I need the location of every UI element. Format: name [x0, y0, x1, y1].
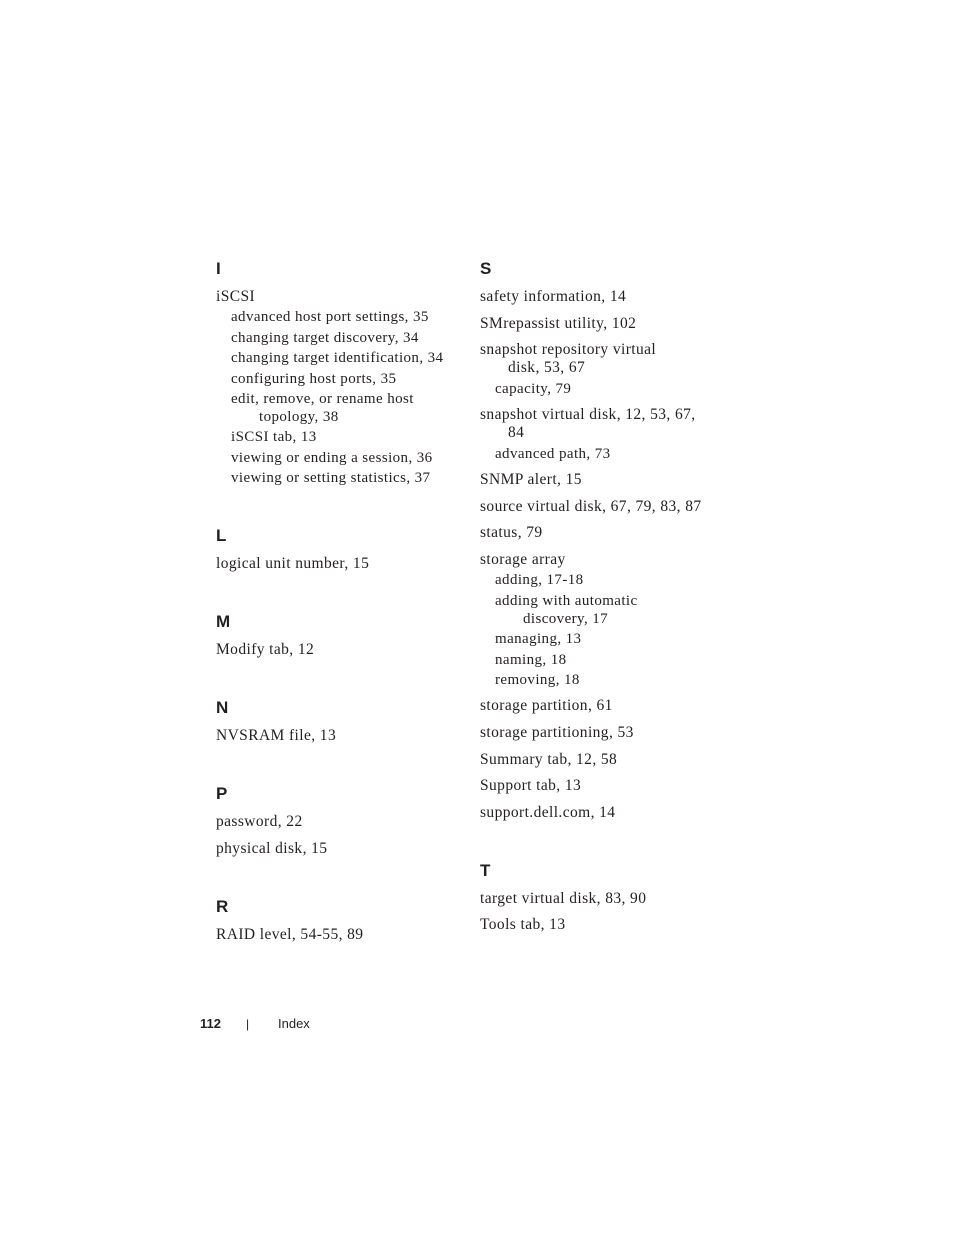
entry-text: source virtual disk, 67, 79, 83, 87	[480, 497, 702, 515]
entry-text: status, 79	[480, 524, 543, 542]
index-entry	[480, 341, 740, 397]
index-entry	[216, 840, 466, 858]
index-section-m	[216, 611, 466, 659]
index-entry	[216, 641, 466, 659]
entry-text: snapshot virtual disk, 12, 53, 67,	[480, 406, 696, 424]
entry-text: safety information, 14	[480, 288, 627, 305]
entry-text: logical unit number, 15	[216, 555, 370, 573]
index-subentry	[231, 370, 466, 388]
index-entry	[216, 727, 466, 745]
section-letter: P	[216, 784, 228, 804]
section-letter: T	[480, 860, 491, 880]
subentry-text: discovery, 17	[523, 610, 609, 627]
index-section-i	[216, 258, 466, 487]
subentry-text: changing target identification, 34	[231, 350, 444, 367]
index-section-p	[216, 783, 466, 858]
index-subentry	[495, 571, 740, 589]
section-letter: N	[216, 698, 229, 718]
index-column-right	[480, 258, 740, 943]
entry-text: SNMP alert, 15	[480, 471, 582, 489]
index-section-s	[480, 258, 740, 822]
entry-text: disk, 53, 67	[508, 359, 586, 377]
index-entry	[480, 288, 740, 306]
subentry-text: managing, 13	[495, 631, 582, 648]
index-entry	[480, 315, 740, 333]
subentry-text: naming, 18	[495, 651, 567, 668]
index-subentry	[495, 380, 740, 398]
index-subentry	[495, 651, 740, 669]
index-entry	[216, 926, 466, 944]
subentry-text: topology, 38	[259, 408, 339, 425]
entry-text: 84	[508, 424, 525, 442]
subentry-text: capacity, 79	[495, 380, 572, 397]
subentry-text: iSCSI tab, 13	[231, 429, 317, 446]
entry-text: password, 22	[216, 813, 303, 831]
entry-text: target virtual disk, 83, 90	[480, 889, 647, 907]
index-entry	[480, 498, 740, 516]
subentry-text: adding, 17-18	[495, 572, 584, 589]
entry-text: Summary tab, 12, 58	[480, 750, 618, 768]
entry-text: Tools tab, 13	[480, 916, 566, 934]
entry-text: storage partition, 61	[480, 697, 613, 715]
index-subentry	[231, 329, 466, 347]
index-subentry	[231, 349, 466, 367]
index-entry	[480, 751, 740, 769]
subentry-text: advanced host port settings, 35	[231, 309, 429, 326]
entry-text: physical disk, 15	[216, 839, 328, 857]
index-subentry	[231, 449, 466, 467]
section-letter: S	[480, 259, 492, 278]
index-section-l	[216, 525, 466, 573]
subentry-text: edit, remove, or rename host	[231, 390, 414, 407]
entry-text: storage array	[480, 550, 566, 568]
section-letter: M	[216, 612, 231, 632]
entry-text: support.dell.com, 14	[480, 803, 616, 821]
index-entry	[480, 724, 740, 742]
index-section-r	[216, 896, 466, 944]
subentry-text: removing, 18	[495, 671, 580, 688]
index-subentry	[231, 428, 466, 446]
entry-text: snapshot repository virtual	[480, 341, 657, 359]
section-letter: L	[216, 526, 227, 546]
subentry-text: adding with automatic	[495, 592, 638, 609]
footer-separator: |	[246, 1017, 250, 1031]
footer-title: Index	[278, 1016, 310, 1031]
subentry-text: configuring host ports, 35	[231, 370, 397, 387]
index-entry	[216, 288, 466, 487]
index-entry	[480, 777, 740, 795]
index-section-t	[480, 860, 740, 935]
index-entry	[216, 555, 466, 573]
index-subentry	[231, 308, 466, 326]
index-subentry	[495, 671, 740, 689]
entry-text: RAID level, 54-55, 89	[216, 925, 364, 943]
page-number: 112	[200, 1016, 221, 1031]
subentry-text: advanced path, 73	[495, 445, 611, 462]
entry-text: SMrepassist utility, 102	[480, 314, 637, 332]
entry-text: NVSRAM file, 13	[216, 727, 337, 745]
index-subentry	[495, 630, 740, 648]
section-letter: I	[216, 259, 221, 278]
index-subentry	[495, 592, 740, 628]
index-subentry	[495, 445, 740, 463]
index-entry	[480, 524, 740, 542]
entry-text: iSCSI	[216, 288, 256, 305]
index-entry	[480, 916, 740, 934]
index-entry	[480, 890, 740, 908]
subentry-text: changing target discovery, 34	[231, 329, 419, 346]
index-entry	[216, 813, 466, 831]
index-entry	[480, 471, 740, 489]
index-section-n	[216, 697, 466, 745]
entry-text: Support tab, 13	[480, 777, 582, 795]
index-subentry	[231, 469, 466, 487]
section-letter: R	[216, 896, 229, 916]
entry-text: Modify tab, 12	[216, 641, 315, 659]
index-entry	[480, 406, 740, 462]
index-entry	[480, 551, 740, 689]
index-entry	[480, 804, 740, 822]
subentry-text: viewing or setting statistics, 37	[231, 470, 431, 487]
index-column-left	[216, 258, 466, 952]
index-subentry	[231, 390, 466, 426]
subentry-text: viewing or ending a session, 36	[231, 449, 433, 466]
entry-text: storage partitioning, 53	[480, 724, 634, 742]
index-entry	[480, 697, 740, 715]
